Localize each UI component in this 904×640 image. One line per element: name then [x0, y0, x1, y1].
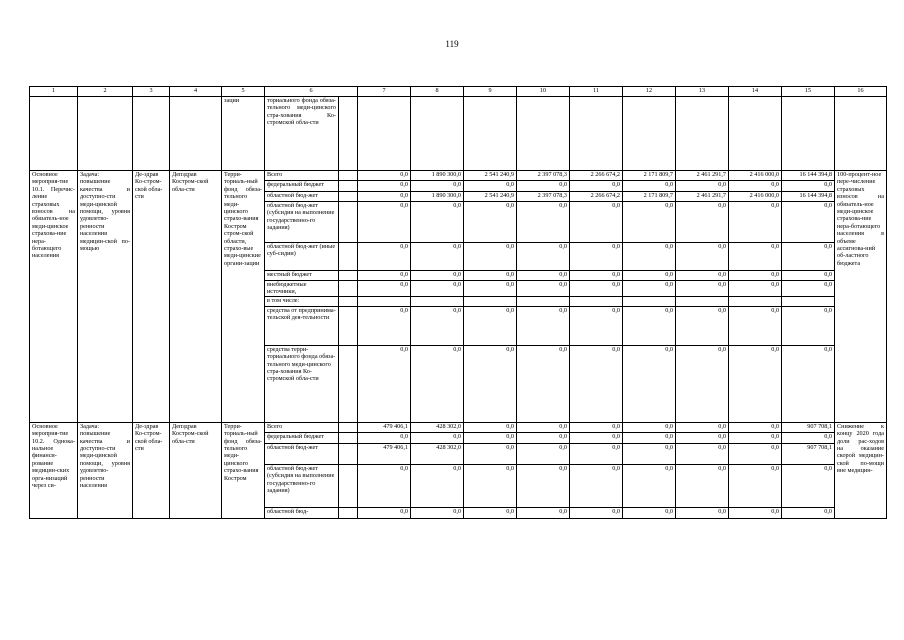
amount-cell: 0,0	[517, 443, 570, 464]
column-number-10: 10	[517, 87, 570, 97]
column-number-4: 4	[170, 87, 222, 97]
amount-cell: 0,0	[782, 464, 835, 507]
amount-cell: 0,0	[623, 306, 676, 345]
amount-cell: 0,0	[676, 422, 729, 432]
amount-cell: 0,0	[623, 432, 676, 443]
amount-cell: 0,0	[358, 306, 411, 345]
empty-cell	[30, 97, 78, 171]
amount-cell: 0,0	[464, 432, 517, 443]
amount-cell: 0,0	[517, 243, 570, 271]
funding-source-cell: в том числе:	[265, 296, 339, 306]
amount-cell: 0,0	[570, 345, 623, 422]
empty-cell	[570, 97, 623, 171]
header-row	[30, 87, 887, 97]
amount-cell: 0,0	[729, 464, 782, 507]
amount-cell: 0,0	[464, 181, 517, 192]
amount-cell: 0,0	[570, 432, 623, 443]
amount-cell: 0,0	[358, 171, 411, 181]
column-number-6: 6	[265, 87, 358, 97]
amount-cell: 0,0	[464, 271, 517, 281]
amount-cell: 428 302,0	[411, 422, 464, 432]
amount-cell: 16 144 394,8	[782, 192, 835, 202]
amount-cell: 0,0	[782, 181, 835, 192]
column-number-2: 2	[78, 87, 133, 97]
amount-cell: 0,0	[358, 181, 411, 192]
empty-cell	[517, 97, 570, 171]
coexecutor-cell: Депздрав Костром-ской обла-сти	[170, 422, 222, 518]
column-number-3: 3	[133, 87, 170, 97]
amount-cell: 0,0	[570, 306, 623, 345]
amount-cell: 2 541 240,9	[464, 192, 517, 202]
amount-cell: 0,0	[623, 507, 676, 518]
amount-cell: 0,0	[570, 281, 623, 297]
amount-cell: 0,0	[464, 345, 517, 422]
responsible-cell: Де-здрав Ко-стром-ской обла-сти	[133, 171, 170, 423]
continued-executor-cell: зации	[222, 97, 265, 171]
participants-cell: Терри-ториаль-ный фонд обяза-тельного меди-цинского страхо-вания Костром стром-ской области, страхо-вые меди-цинские органи-зации	[222, 171, 265, 423]
amount-cell: 907 708,1	[782, 422, 835, 432]
task-cell: Задача: повышение качества и доступно-сти меди-цинской помощи, уровня удовлетво-ренности населения медицин-ской по-мощью	[78, 171, 133, 423]
column-number-13: 13	[676, 87, 729, 97]
column-number-16: 16	[835, 87, 887, 97]
amount-cell: 0,0	[464, 281, 517, 297]
amount-cell: 0,0	[517, 345, 570, 422]
funding-source-cell: средства от предпринима-тельской дея-тельности	[265, 306, 339, 345]
amount-cell: 2 397 078,3	[517, 171, 570, 181]
funding-source-cell: средства терри-ториального фонда обяза-тельного меди-цинского стра-хования Ко-стромской обла-сти	[265, 345, 339, 422]
m2-funding-row	[30, 422, 887, 432]
amount-cell: 2 541 240,9	[464, 171, 517, 181]
empty-cell	[676, 97, 729, 171]
amount-cell: 0,0	[358, 464, 411, 507]
page-number: 119	[445, 39, 459, 49]
spacer-cell	[339, 171, 358, 181]
spacer-cell	[339, 345, 358, 422]
m1-funding-row	[30, 171, 887, 181]
amount-cell: 0,0	[570, 443, 623, 464]
amount-cell: 0,0	[358, 271, 411, 281]
amount-cell: 0,0	[517, 306, 570, 345]
amount-cell: 0,0	[782, 432, 835, 443]
amount-cell: 0,0	[676, 432, 729, 443]
amount-cell: 0,0	[464, 306, 517, 345]
spacer-cell	[339, 432, 358, 443]
amount-cell: 0,0	[411, 281, 464, 297]
amount-cell: 2 171 809,7	[623, 192, 676, 202]
amount-cell: 0,0	[464, 464, 517, 507]
amount-cell: 0,0	[517, 507, 570, 518]
spacer-cell	[339, 281, 358, 297]
column-number-5: 5	[222, 87, 265, 97]
amount-cell: 0,0	[517, 202, 570, 243]
empty-cell	[78, 97, 133, 171]
amount-cell: 0,0	[676, 202, 729, 243]
amount-cell: 2 461 291,7	[676, 171, 729, 181]
amount-cell: 0,0	[570, 422, 623, 432]
amount-cell: 0,0	[358, 345, 411, 422]
amount-cell	[782, 296, 835, 306]
funding-source-cell: областной бюд-жет (иные суб-сидии)	[265, 243, 339, 271]
spacer-cell	[339, 507, 358, 518]
amount-cell: 0,0	[782, 306, 835, 345]
amount-cell: 0,0	[782, 507, 835, 518]
amount-cell: 0,0	[782, 271, 835, 281]
funding-source-cell: местный бюджет	[265, 271, 339, 281]
amount-cell: 0,0	[517, 432, 570, 443]
amount-cell: 2 266 674,2	[570, 192, 623, 202]
indicator-cell: Снижение к концу 2020 года доли рас-ходов на оказание скорой медицин-ской по-мощи вне медицин-	[835, 422, 887, 518]
spacer-cell	[339, 202, 358, 243]
amount-cell: 0,0	[411, 271, 464, 281]
amount-cell: 0,0	[411, 306, 464, 345]
funding-source-cell: областной бюд-жет	[265, 443, 339, 464]
amount-cell: 0,0	[570, 181, 623, 192]
amount-cell: 0,0	[676, 464, 729, 507]
amount-cell: 0,0	[464, 243, 517, 271]
amount-cell: 0,0	[464, 443, 517, 464]
funding-source-cell: областной бюд-	[265, 507, 339, 518]
spacer-cell	[339, 296, 358, 306]
amount-cell	[358, 296, 411, 306]
amount-cell: 0,0	[729, 306, 782, 345]
empty-cell	[133, 97, 170, 171]
column-number-14: 14	[729, 87, 782, 97]
empty-cell	[835, 97, 887, 171]
amount-cell: 0,0	[411, 507, 464, 518]
funding-source-cell: областной бюд-жет (субсидия на выполнение государственно-го задания)	[265, 464, 339, 507]
amount-cell: 0,0	[623, 202, 676, 243]
amount-cell: 0,0	[358, 507, 411, 518]
amount-cell: 2 461 291,7	[676, 192, 729, 202]
amount-cell: 0,0	[729, 243, 782, 271]
amount-cell: 0,0	[729, 181, 782, 192]
amount-cell: 2 171 809,7	[623, 171, 676, 181]
amount-cell: 0,0	[358, 281, 411, 297]
amount-cell: 0,0	[729, 281, 782, 297]
amount-cell: 2 397 078,3	[517, 192, 570, 202]
task-cell: Задача: повышение качества и доступно-сти меди-цинской помощи, уровня удовлетво-ренности населения	[78, 422, 133, 518]
amount-cell: 16 144 394,8	[782, 171, 835, 181]
amount-cell: 2 266 674,2	[570, 171, 623, 181]
funding-source-cell: внебюджетные источники,	[265, 281, 339, 297]
empty-cell	[170, 97, 222, 171]
spacer-cell	[339, 422, 358, 432]
amount-cell: 0,0	[729, 432, 782, 443]
amount-cell: 0,0	[517, 271, 570, 281]
spacer-cell	[339, 443, 358, 464]
amount-cell: 0,0	[411, 243, 464, 271]
amount-cell: 0,0	[729, 443, 782, 464]
budget-table	[29, 86, 887, 519]
amount-cell: 0,0	[623, 345, 676, 422]
amount-cell	[570, 296, 623, 306]
amount-cell: 0,0	[676, 181, 729, 192]
amount-cell: 0,0	[623, 243, 676, 271]
spacer-cell	[339, 464, 358, 507]
amount-cell: 0,0	[464, 202, 517, 243]
empty-cell	[623, 97, 676, 171]
funding-source-cell: Всего	[265, 422, 339, 432]
empty-cell	[339, 97, 358, 171]
amount-cell: 2 416 000,0	[729, 171, 782, 181]
empty-cell	[729, 97, 782, 171]
amount-cell: 0,0	[570, 464, 623, 507]
participants-cell: Терри-ториаль-ный фонд обяза-тельного меди-цинского страхо-вания Костром	[222, 422, 265, 518]
amount-cell: 0,0	[623, 271, 676, 281]
amount-cell: 0,0	[782, 243, 835, 271]
measure-name-cell: Основное мероприя-тие 10.1. Перечис-ление страховых взносов на обязатель-ное меди-цинское страхова-ние нера-ботающего населения	[30, 171, 78, 423]
amount-cell: 0,0	[676, 243, 729, 271]
column-number-15: 15	[782, 87, 835, 97]
column-number-11: 11	[570, 87, 623, 97]
empty-cell	[782, 97, 835, 171]
column-number-7: 7	[358, 87, 411, 97]
coexecutor-cell: Депздрав Костром-ской обла-сти	[170, 171, 222, 423]
amount-cell: 0,0	[729, 271, 782, 281]
amount-cell: 0,0	[676, 507, 729, 518]
amount-cell: 0,0	[517, 181, 570, 192]
amount-cell: 428 302,0	[411, 443, 464, 464]
responsible-cell: Де-здрав Ко-стром-ской обла-сти	[133, 422, 170, 518]
amount-cell	[623, 296, 676, 306]
amount-cell: 0,0	[517, 281, 570, 297]
column-number-12: 12	[623, 87, 676, 97]
amount-cell: 0,0	[729, 202, 782, 243]
amount-cell: 0,0	[782, 202, 835, 243]
amount-cell: 0,0	[411, 345, 464, 422]
amount-cell: 0,0	[782, 281, 835, 297]
amount-cell: 1 890 300,0	[411, 171, 464, 181]
spacer-cell	[339, 181, 358, 192]
funding-source-cell: федеральный бюджет	[265, 181, 339, 192]
funding-source-cell: Всего	[265, 171, 339, 181]
empty-cell	[464, 97, 517, 171]
empty-cell	[358, 97, 411, 171]
amount-cell: 0,0	[729, 422, 782, 432]
amount-cell: 0,0	[729, 345, 782, 422]
amount-cell: 0,0	[411, 181, 464, 192]
spacer-cell	[339, 243, 358, 271]
indicator-cell: 100-процент-ное пере-числение страховых взносов на обязатель-ное меди-цинское страхова-ние нера-ботающего населения в объеме ассигнова-ний об-ластного бюджета	[835, 171, 887, 423]
amount-cell	[676, 296, 729, 306]
amount-cell	[729, 296, 782, 306]
amount-cell: 0,0	[358, 432, 411, 443]
amount-cell: 2 416 000,0	[729, 192, 782, 202]
spacer-cell	[339, 306, 358, 345]
amount-cell: 0,0	[570, 202, 623, 243]
amount-cell: 0,0	[517, 464, 570, 507]
amount-cell: 479 406,1	[358, 443, 411, 464]
amount-cell: 0,0	[676, 281, 729, 297]
amount-cell: 0,0	[464, 507, 517, 518]
amount-cell: 0,0	[623, 464, 676, 507]
spacer-cell	[339, 192, 358, 202]
funding-source-cell: областной бюд-жет (субсидия на выполнение государственно-го задания)	[265, 202, 339, 243]
amount-cell: 0,0	[676, 271, 729, 281]
amount-cell: 0,0	[464, 422, 517, 432]
amount-cell: 0,0	[358, 243, 411, 271]
amount-cell: 0,0	[676, 443, 729, 464]
amount-cell: 0,0	[782, 345, 835, 422]
spacer-cell	[339, 271, 358, 281]
table-body	[30, 87, 887, 519]
funding-source-cell: областной бюд-жет	[265, 192, 339, 202]
amount-cell: 0,0	[729, 507, 782, 518]
amount-cell	[464, 296, 517, 306]
funding-source-cell: федеральный бюджет	[265, 432, 339, 443]
measure-name-cell: Основное мероприя-тие 10.2. Однока-нальное финанси-рование медицин-ских орга-низаций через си-	[30, 422, 78, 518]
amount-cell	[411, 296, 464, 306]
amount-cell: 0,0	[570, 507, 623, 518]
amount-cell: 0,0	[358, 202, 411, 243]
column-number-8: 8	[411, 87, 464, 97]
amount-cell: 0,0	[411, 202, 464, 243]
amount-cell: 0,0	[570, 243, 623, 271]
amount-cell: 1 890 300,0	[411, 192, 464, 202]
amount-cell: 479 406,1	[358, 422, 411, 432]
continued-source-cell: ториального фонда обяза-тельного меди-цинского стра-хования Ко-стромской обла-сти	[265, 97, 339, 171]
amount-cell	[517, 296, 570, 306]
amount-cell: 0,0	[676, 345, 729, 422]
amount-cell: 0,0	[623, 181, 676, 192]
amount-cell: 0,0	[676, 306, 729, 345]
empty-cell	[411, 97, 464, 171]
amount-cell: 0,0	[517, 422, 570, 432]
amount-cell: 0,0	[623, 281, 676, 297]
amount-cell: 0,0	[411, 464, 464, 507]
column-number-1: 1	[30, 87, 78, 97]
amount-cell: 0,0	[358, 192, 411, 202]
amount-cell: 0,0	[570, 271, 623, 281]
amount-cell: 907 708,1	[782, 443, 835, 464]
amount-cell: 0,0	[623, 422, 676, 432]
continuation-row	[30, 97, 887, 171]
amount-cell: 0,0	[411, 432, 464, 443]
column-number-9: 9	[464, 87, 517, 97]
amount-cell: 0,0	[623, 443, 676, 464]
